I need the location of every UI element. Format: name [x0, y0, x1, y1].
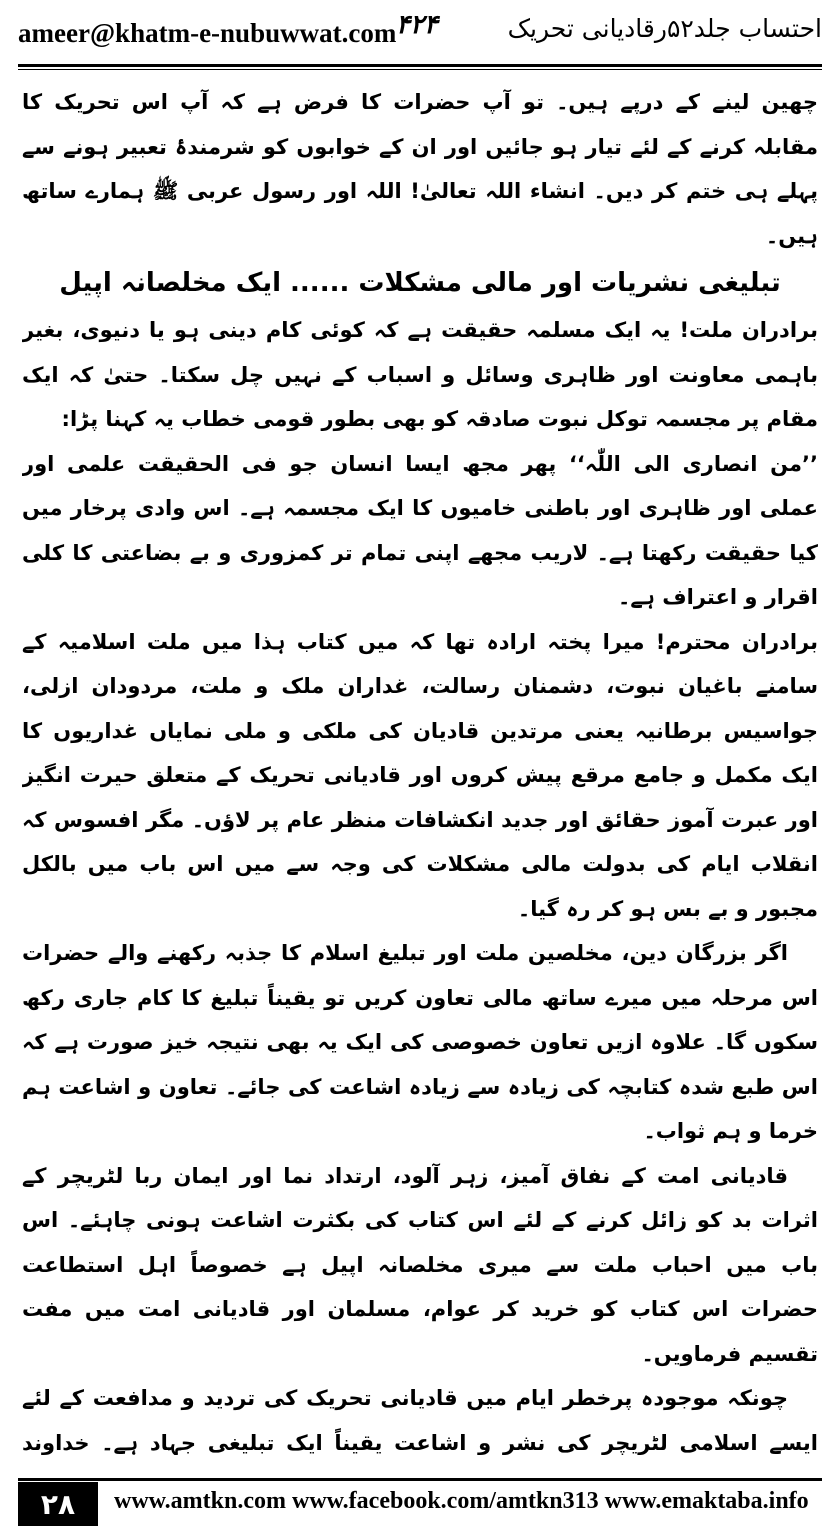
- header-email: ameer@khatm-e-nubuwwat.com: [18, 18, 397, 48]
- header-rule-thin: [18, 69, 822, 70]
- footer-rule: [18, 1478, 822, 1481]
- paragraph-5: اگر بزرگان دین، مخلصین ملت اور تبلیغ اسلام کا جذبہ رکھنے والے حضرات اس مرحلہ میں میرے ساتھ مالی تعاون کریں تو یقیناً تبلیغ کا کام جاری رکھ سکوں گا۔ علاوہ ازیں تعاون خصوصی کی ایک یہ بھی نتیجہ خیز صورت ہے کہ اس طبع شدہ کتابچہ کی زیادہ سے زیادہ اشاعت کی جائے۔ تعاون و اشاعت ہم خرما و ہم ثواب۔: [22, 941, 818, 1143]
- header-page-number: ۴۲۴: [396, 10, 438, 40]
- paragraph-6: قادیانی امت کے نفاق آمیز، زہر آلود، ارتداد نما اور ایمان ربا لٹریچر کے اثرات بد کو زائل کرنے کے لئے اس کتاب کی بکثرت اشاعت ہونی چاہئے۔ اس باب میں احباب ملت سے میری مخلصانہ اپیل ہے خصوصاً اہل استطاعت حضرات اس کتاب کو خرید کر عوام، مسلمان اور قادیانی امت میں مفت تقسیم فرماویں۔: [22, 1163, 818, 1366]
- paragraph-7: چونکہ موجودہ پرخطر ایام میں قادیانی تحریک کی تردید و مدافعت کے لئے ایسے اسلامی لٹریچر کی نشر و اشاعت یقیناً ایک تبلیغی جہاد ہے۔ خداوند: [22, 1386, 818, 1455]
- page-header: [18, 0, 822, 62]
- page-body: [22, 80, 818, 1455]
- footer-links: www.amtkn.com www.facebook.com/amtkn313 www.emaktaba.info: [114, 1488, 809, 1514]
- page-footer: [18, 1470, 822, 1528]
- header-rule: [18, 64, 822, 67]
- paragraph-3: ’’من انصاری الی اللّٰہ‘‘ پھر مجھ ایسا انسان جو فی الحقیقت علمی اور عملی اور ظاہری اور باطنی خامیوں کا ایک مجسمہ ہے۔ اس وادی پرخار میں کیا حقیقت رکھتا ہے۔ لاریب مجھے اپنی تمام تر کمزوری و بے بضاعتی کا کلی اقرار و اعتراف ہے۔: [22, 451, 818, 609]
- header-book-title: احتساب جلد۵۲رقادیانی تحریک: [507, 14, 822, 43]
- paragraph-2: برادران ملت! یہ ایک مسلمہ حقیقت ہے کہ کوئی کام دینی ہو یا دنیوی، بغیر باہمی معاونت اور ظاہری وسائل و اسباب کے نہیں چل سکتا۔ حتیٰ کہ ایک مقام پر مجسمہ توکل نبوت صادقہ کو بھی بطور قومی خطاب یہ کہنا پڑا:: [22, 318, 818, 431]
- footer-page-number: ۲۸: [18, 1482, 98, 1526]
- paragraph-4: برادران محترم! میرا پختہ ارادہ تھا کہ میں کتاب ہذا میں ملت اسلامیہ کے سامنے باغیان نبوت، دشمنان رسالت، غداران ملک و ملت، مردودان ازلی، جواسیس برطانیہ یعنی مرتدین قادیان کی ملکی و ملی نمایاں غداریوں کا ایک مکمل و جامع مرقع پیش کروں اور قادیانی تحریک کے متعلق حیرت انگیز اور عبرت آموز حقائق اور جدید انکشافات منظر عام پر لاؤں۔ مگر افسوس کہ انقلاب ایام کی بدولت مالی مشکلات کی وجہ سے میں اس باب میں بالکل مجبور و بے بس ہو کر رہ گیا۔: [22, 629, 818, 921]
- paragraph-1: چھین لینے کے درپے ہیں۔ تو آپ حضرات کا فرض ہے کہ آپ اس تحریک کا مقابلہ کرنے کے لئے تیار ہو جائیں اور ان کے خوابوں کو شرمندۂ تعبیر ہونے سے پہلے ہی ختم کر دیں۔ انشاء اللہ تعالیٰ! اللہ اور رسول عربی ﷺ ہمارے ساتھ ہیں۔: [22, 90, 818, 248]
- section-heading: تبلیغی نشریات اور مالی مشکلات ...... ایک مخلصانہ اپیل: [59, 268, 781, 298]
